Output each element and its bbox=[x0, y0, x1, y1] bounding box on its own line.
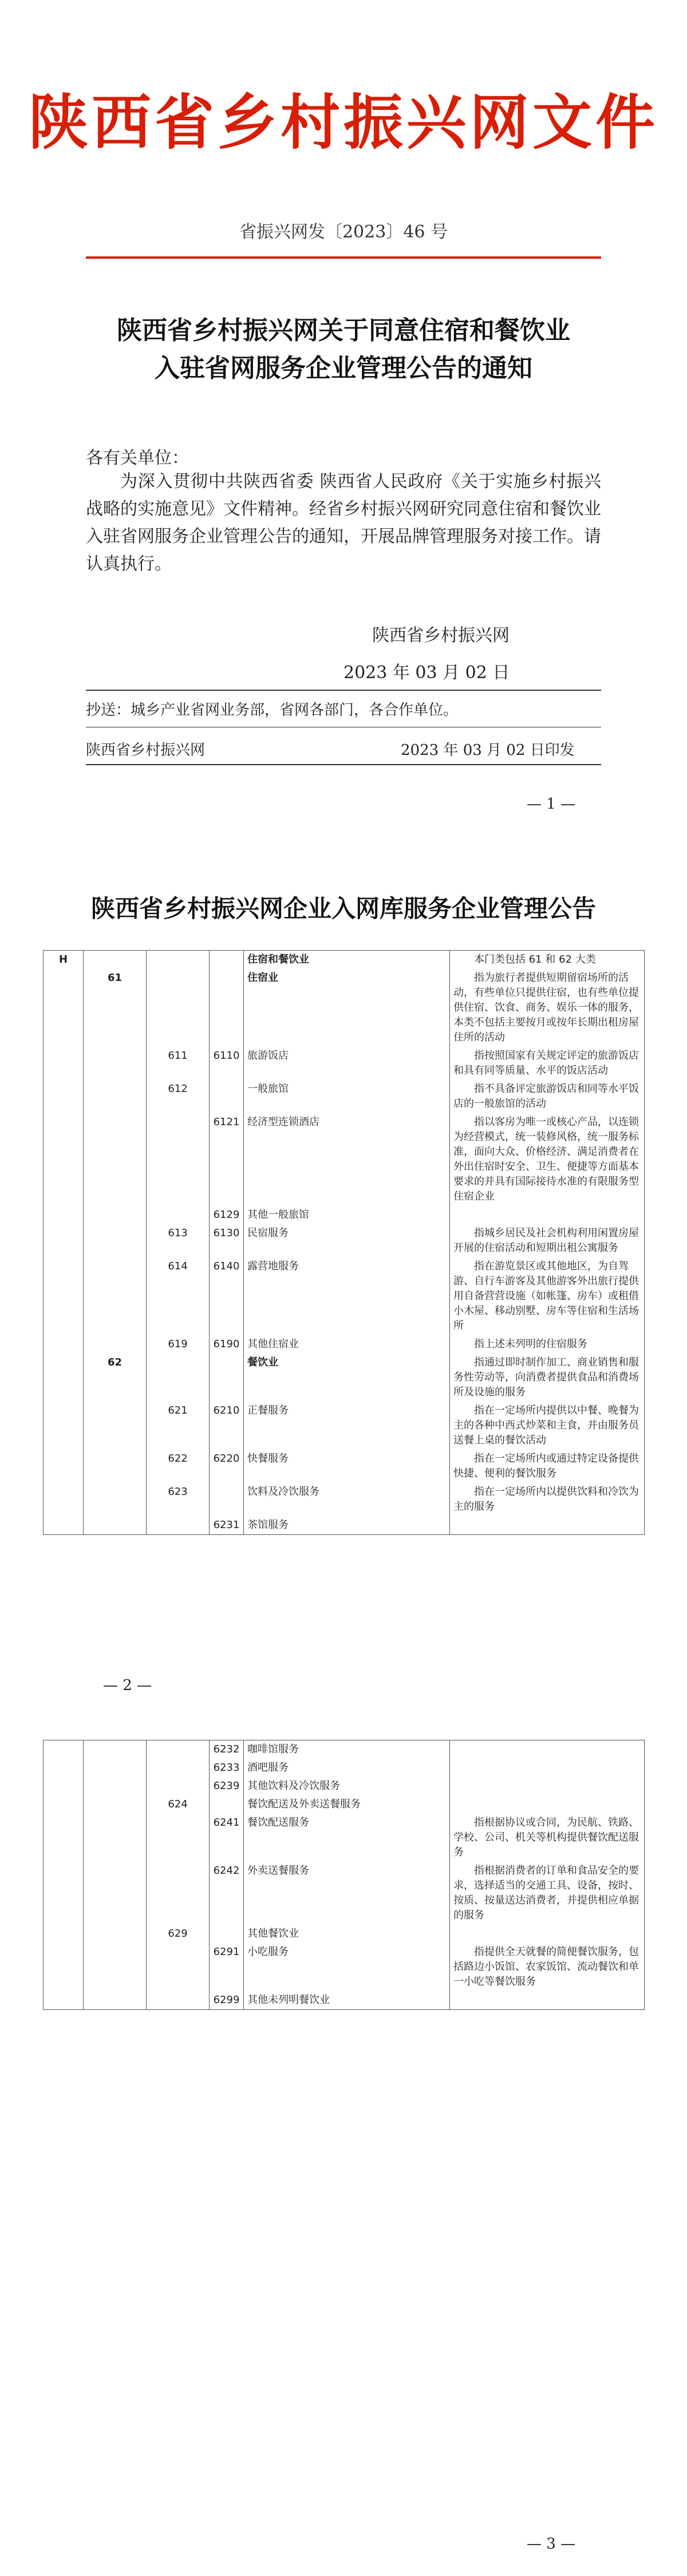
class-name: 茶馆服务 bbox=[244, 1516, 450, 1535]
major-code bbox=[84, 1450, 147, 1483]
notice-body: 为深入贯彻中共陕西省委 陕西省人民政府《关于实施乡村振兴战略的实施意见》文件精神。经省乡村振兴网研究同意住宿和餐饮业入驻省网服务企业管理公告的通知，开展品牌管理服务对接工作。请认真执行。 bbox=[86, 472, 601, 574]
middle-code: 624 bbox=[147, 1795, 210, 1814]
major-code bbox=[84, 1080, 147, 1113]
major-code bbox=[84, 951, 147, 970]
page-1 bbox=[0, 0, 687, 836]
class-name: 其他住宿业 bbox=[244, 1335, 450, 1354]
middle-code bbox=[147, 1740, 210, 1759]
category-code bbox=[44, 1795, 84, 1814]
addressee: 各有关单位： bbox=[86, 448, 189, 468]
table-row bbox=[44, 1483, 645, 1516]
major-code bbox=[84, 1257, 147, 1335]
middle-code bbox=[147, 969, 210, 1047]
cc-list: 抄送：城乡产业省网业务部，省网各部门，各合作单位。 bbox=[86, 702, 459, 719]
category-code bbox=[44, 1080, 84, 1113]
class-description: 指在一定场所内或通过特定设备提供快捷、便利的餐饮服务 bbox=[450, 1450, 645, 1483]
middle-code bbox=[147, 1206, 210, 1224]
class-description bbox=[450, 1759, 645, 1777]
table-row bbox=[44, 1080, 645, 1113]
category-code bbox=[44, 1943, 84, 1991]
class-name: 正餐服务 bbox=[244, 1402, 450, 1450]
sub-code bbox=[210, 969, 244, 1047]
table-row bbox=[44, 1402, 645, 1450]
major-code bbox=[84, 1335, 147, 1354]
category-code bbox=[44, 1483, 84, 1516]
notice-title-line-2: 入驻省网服务企业管理公告的通知 bbox=[155, 354, 532, 383]
middle-code: 613 bbox=[147, 1224, 210, 1257]
class-description: 指不具备评定旅游饭店和同等水平饭店的一般旅馆的活动 bbox=[450, 1080, 645, 1113]
sub-code: 6190 bbox=[210, 1335, 244, 1354]
class-description: 指通过即时制作加工、商业销售和服务性劳动等，向消费者提供食品和消费场所及设施的服务 bbox=[450, 1354, 645, 1402]
major-code bbox=[84, 1943, 147, 1991]
document-number: 省振兴网发〔2023〕46 号 bbox=[239, 222, 448, 242]
class-name: 餐饮配送及外卖送餐服务 bbox=[244, 1795, 450, 1814]
table-row bbox=[44, 969, 645, 1047]
red-header-title: 陕西省乡村振兴网文件 bbox=[28, 88, 658, 157]
major-code bbox=[84, 1113, 147, 1206]
class-name: 住宿业 bbox=[244, 969, 450, 1047]
table-row bbox=[44, 1354, 645, 1402]
table-row bbox=[44, 1795, 645, 1814]
sub-code: 6210 bbox=[210, 1402, 244, 1450]
table-row bbox=[44, 1925, 645, 1943]
table-row bbox=[44, 1759, 645, 1777]
class-name: 旅游饭店 bbox=[244, 1047, 450, 1080]
major-code bbox=[84, 1925, 147, 1943]
major-code bbox=[84, 1047, 147, 1080]
class-description: 指上述未列明的住宿服务 bbox=[450, 1335, 645, 1354]
table-row bbox=[44, 1047, 645, 1080]
sub-code: 6232 bbox=[210, 1740, 244, 1759]
sub-code: 6231 bbox=[210, 1516, 244, 1535]
middle-code: 611 bbox=[147, 1047, 210, 1080]
sub-code: 6129 bbox=[210, 1206, 244, 1224]
category-code: H bbox=[44, 951, 84, 970]
table-row bbox=[44, 1335, 645, 1354]
category-code bbox=[44, 1740, 84, 1759]
class-description bbox=[450, 1925, 645, 1943]
class-name: 住宿和餐饮业 bbox=[244, 951, 450, 970]
sub-code: 6241 bbox=[210, 1814, 244, 1862]
major-code bbox=[84, 1206, 147, 1224]
major-code bbox=[84, 1814, 147, 1862]
category-code bbox=[44, 1257, 84, 1335]
table-row bbox=[44, 1943, 645, 1991]
middle-code bbox=[147, 1777, 210, 1795]
middle-code: 629 bbox=[147, 1925, 210, 1943]
class-name: 快餐服务 bbox=[244, 1450, 450, 1483]
class-description bbox=[450, 1206, 645, 1224]
major-code bbox=[84, 1759, 147, 1777]
class-name: 餐饮业 bbox=[244, 1354, 450, 1402]
category-code bbox=[44, 1516, 84, 1535]
major-code bbox=[84, 1224, 147, 1257]
category-code bbox=[44, 1777, 84, 1795]
middle-code: 622 bbox=[147, 1450, 210, 1483]
class-description: 指在一定场所内以提供饮料和冷饮为主的服务 bbox=[450, 1483, 645, 1516]
major-code bbox=[84, 1740, 147, 1759]
class-description: 指根据协议或合同，为民航、铁路、学校、公司、机关等机构提供餐饮配送服务 bbox=[450, 1814, 645, 1862]
middle-code bbox=[147, 1113, 210, 1206]
sub-code: 6121 bbox=[210, 1113, 244, 1206]
table-row bbox=[44, 951, 645, 970]
class-description bbox=[450, 1740, 645, 1759]
print-date: 2023 年 03 月 02 日印发 bbox=[401, 742, 575, 759]
category-code bbox=[44, 1759, 84, 1777]
page-2 bbox=[0, 836, 687, 1711]
middle-code bbox=[147, 1943, 210, 1991]
class-description: 本门类包括 61 和 62 大类 bbox=[450, 951, 645, 970]
middle-code bbox=[147, 1759, 210, 1777]
sub-code bbox=[210, 1354, 244, 1402]
major-code: 61 bbox=[84, 969, 147, 1047]
middle-code: 612 bbox=[147, 1080, 210, 1113]
sub-code: 6239 bbox=[210, 1777, 244, 1795]
middle-code bbox=[147, 1354, 210, 1402]
classification-table bbox=[43, 950, 645, 1535]
category-code bbox=[44, 1206, 84, 1224]
category-code bbox=[44, 1354, 84, 1402]
sub-code bbox=[210, 1080, 244, 1113]
category-code bbox=[44, 1224, 84, 1257]
sub-code bbox=[210, 951, 244, 970]
table-row bbox=[44, 1777, 645, 1795]
table-row bbox=[44, 1224, 645, 1257]
middle-code bbox=[147, 1991, 210, 2010]
class-name: 一般旅馆 bbox=[244, 1080, 450, 1113]
class-name: 其他一般旅馆 bbox=[244, 1206, 450, 1224]
class-name: 其他饮料及冷饮服务 bbox=[244, 1777, 450, 1795]
signature-organization: 陕西省乡村振兴网 bbox=[372, 626, 510, 646]
notice-title bbox=[69, 312, 618, 387]
class-name: 酒吧服务 bbox=[244, 1759, 450, 1777]
category-code bbox=[44, 1402, 84, 1450]
class-description bbox=[450, 1795, 645, 1814]
table-row bbox=[44, 1516, 645, 1535]
table-row bbox=[44, 1257, 645, 1335]
page-3 bbox=[0, 1711, 687, 2576]
major-code: 62 bbox=[84, 1354, 147, 1402]
red-divider bbox=[86, 256, 601, 259]
class-description: 指在一定场所内提供以中餐、晚餐为主的各种中西式炒菜和主食，并由服务员送餐上桌的餐饮活动 bbox=[450, 1402, 645, 1450]
major-code bbox=[84, 1777, 147, 1795]
class-name: 餐饮配送服务 bbox=[244, 1814, 450, 1862]
middle-code: 614 bbox=[147, 1257, 210, 1335]
sub-code: 6220 bbox=[210, 1450, 244, 1483]
class-description: 指提供全天就餐的简便餐饮服务，包括路边小饭馆、农家饭馆、流动餐饮和单一小吃等餐饮服务 bbox=[450, 1943, 645, 1991]
table-row bbox=[44, 1991, 645, 2010]
middle-code bbox=[147, 1862, 210, 1925]
middle-code bbox=[147, 1516, 210, 1535]
class-name: 饮料及冷饮服务 bbox=[244, 1483, 450, 1516]
sub-code: 6291 bbox=[210, 1943, 244, 1991]
announcement-title: 陕西省乡村振兴网企业入网库服务企业管理公告 bbox=[90, 895, 596, 923]
class-name: 小吃服务 bbox=[244, 1943, 450, 1991]
category-code bbox=[44, 1814, 84, 1862]
middle-code: 619 bbox=[147, 1335, 210, 1354]
class-description bbox=[450, 1777, 645, 1795]
class-name: 咖啡馆服务 bbox=[244, 1740, 450, 1759]
major-code bbox=[84, 1516, 147, 1535]
middle-code: 621 bbox=[147, 1402, 210, 1450]
sub-code bbox=[210, 1483, 244, 1516]
sub-code: 6299 bbox=[210, 1991, 244, 2010]
class-description: 指以客房为唯一或核心产品，以连锁为经营模式，统一装修风格，统一服务标准，面向大众、价格经济、满足消费者在外出住宿时安全、卫生、便捷等方面基本要求的并具有国际接待水准的有限服务型住宿企业 bbox=[450, 1113, 645, 1206]
class-description: 指按照国家有关规定评定的旅游饭店和具有同等质量、水平的饭店活动 bbox=[450, 1047, 645, 1080]
class-description bbox=[450, 1991, 645, 2010]
category-code bbox=[44, 1862, 84, 1925]
category-code bbox=[44, 1450, 84, 1483]
class-name: 经济型连锁酒店 bbox=[244, 1113, 450, 1206]
classification-table-continued bbox=[43, 1740, 645, 2010]
class-description: 指根据消费者的订单和食品安全的要求，选择适当的交通工具、设备，按时、按质、按量送达消费者，并提供相应单据的服务 bbox=[450, 1862, 645, 1925]
category-code bbox=[44, 1925, 84, 1943]
class-description bbox=[450, 1516, 645, 1535]
page-number-2: — 2 — bbox=[103, 1677, 152, 1694]
notice-title-line-1: 陕西省乡村振兴网关于同意住宿和餐饮业 bbox=[117, 316, 570, 345]
table-row bbox=[44, 1113, 645, 1206]
sub-code bbox=[210, 1925, 244, 1943]
class-name: 外卖送餐服务 bbox=[244, 1862, 450, 1925]
class-name: 民宿服务 bbox=[244, 1224, 450, 1257]
table-row bbox=[44, 1206, 645, 1224]
sub-code: 6130 bbox=[210, 1224, 244, 1257]
sub-code: 6110 bbox=[210, 1047, 244, 1080]
major-code bbox=[84, 1402, 147, 1450]
class-name: 其他餐饮业 bbox=[244, 1925, 450, 1943]
major-code bbox=[84, 1991, 147, 2010]
sub-code: 6140 bbox=[210, 1257, 244, 1335]
class-description: 指城乡居民及社会机构利用闲置房屋开展的住宿活动和短期出租公寓服务 bbox=[450, 1224, 645, 1257]
sub-code: 6242 bbox=[210, 1862, 244, 1925]
category-code bbox=[44, 1113, 84, 1206]
sub-code: 6233 bbox=[210, 1759, 244, 1777]
middle-code bbox=[147, 1814, 210, 1862]
category-code bbox=[44, 1047, 84, 1080]
signature-date: 2023 年 03 月 02 日 bbox=[344, 663, 510, 683]
sub-code bbox=[210, 1795, 244, 1814]
major-code bbox=[84, 1862, 147, 1925]
print-organization: 陕西省乡村振兴网 bbox=[86, 742, 206, 759]
major-code bbox=[84, 1483, 147, 1516]
page-number-1: — 1 — bbox=[527, 796, 576, 813]
page-number-3: — 3 — bbox=[527, 2535, 576, 2553]
major-code bbox=[84, 1795, 147, 1814]
class-name: 其他未列明餐饮业 bbox=[244, 1991, 450, 2010]
category-code bbox=[44, 1991, 84, 2010]
middle-code bbox=[147, 951, 210, 970]
table-row bbox=[44, 1862, 645, 1925]
table-row bbox=[44, 1450, 645, 1483]
cc-top-rule bbox=[86, 690, 601, 691]
class-description: 指在游览景区或其他地区，为自驾游、自行车游客及其他游客外出旅行提供用自备营营设施（如帐篷、房车）或租借小木屋、移动别墅、房车等住宿和生活场所 bbox=[450, 1257, 645, 1335]
category-code bbox=[44, 1335, 84, 1354]
table-row bbox=[44, 1814, 645, 1862]
middle-code: 623 bbox=[147, 1483, 210, 1516]
category-code bbox=[44, 969, 84, 1047]
class-name: 露营地服务 bbox=[244, 1257, 450, 1335]
class-description: 指为旅行者提供短期留宿场所的活动，有些单位只提供住宿，也有些单位提供住宿、饮食、商务、娱乐一体的服务，本类不包括主要按月或按年长期出租房屋住所的活动 bbox=[450, 969, 645, 1047]
print-bottom-rule bbox=[86, 764, 601, 765]
table-row bbox=[44, 1740, 645, 1759]
